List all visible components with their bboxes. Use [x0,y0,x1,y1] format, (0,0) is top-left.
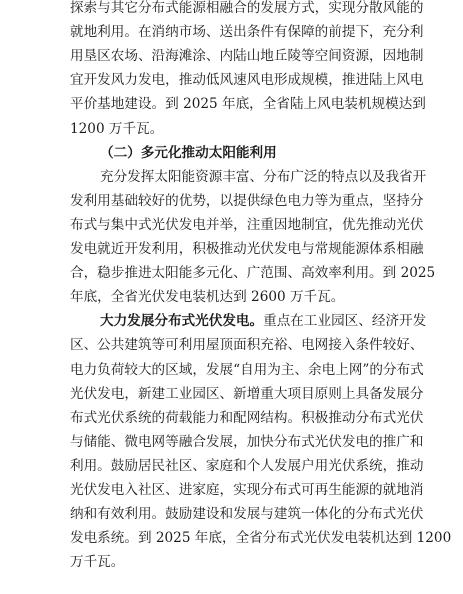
body-line-16: 电力负荷较大的区域，发展“自用为主、余电上网”的分布式 [70,361,424,378]
body-line-1: 探索与其它分布式能源相融合的发展方式，实现分散风能的 [70,0,424,16]
body-line-10: 布式与集中式光伏发电并举，注重因地制宜，优先推动光伏 [70,216,424,233]
body-line-6: 1200 万千瓦。 [70,120,164,137]
body-line-8: 充分发挥太阳能资源丰富、分布广泛的特点以及我省开 [100,168,427,185]
section-heading: （二）多元化推动太阳能利用 [100,144,277,161]
body-line-14-rest: 重点在工业园区、经济开发 [263,313,427,330]
body-line-12: 合，稳步推进太阳能多元化、广范围、高效率利用。到 2025 [70,265,436,282]
body-line-21: 光伏发电入社区、进家庭，实现分布式可再生能源的就地消 [70,482,424,498]
body-line-9: 发利用基础较好的优势，以提供绿色电力等为重点，坚持分 [70,192,424,209]
body-line-17: 光伏发电，新建工业园区、新增重大项目原则上具备发展分 [70,385,424,402]
bold-lead-phrase: 大力发展分布式光伏发电。 [100,313,264,330]
body-line-11: 发电就近开发利用，积极推动光伏发电与常规能源体系相融 [70,241,424,257]
body-line-23: 发电系统。到 2025 年底，全省分布式光伏发电装机达到 1200 [70,530,452,547]
body-line-14 [0,309,463,333]
body-line-13: 年底，全省光伏发电装机达到 2600 万千瓦。 [70,289,345,306]
body-line-24: 万千瓦。 [70,554,125,571]
body-line-15: 区、公共建筑等可利用屋顶面积充裕、电网接入条件较好、 [70,337,424,354]
body-line-18: 布式光伏系统的荷载能力和配网结构。积极推动分布式光伏 [70,409,424,426]
body-line-2: 就地利用。在消纳市场、送出条件有保障的前提下，充分利 [70,24,424,41]
body-line-3: 用垦区农场、沿海滩涂、内陆山地丘陵等空间资源，因地制 [70,48,424,65]
body-line-19: 与储能、微电网等融合发展，加快分布式光伏发电的推广和 [70,433,424,450]
body-line-4: 宜开发风力发电，推动低风速风电形成规模，推进陆上风电 [70,72,424,89]
body-line-5: 平价基地建设。到 2025 年底，全省陆上风电装机规模达到 [70,96,426,113]
body-line-22: 纳和有效利用。鼓励建设和发展与建筑一体化的分布式光伏 [70,506,424,523]
body-line-20: 利用。鼓励居民社区、家庭和个人发展户用光伏系统，推动 [70,457,424,474]
